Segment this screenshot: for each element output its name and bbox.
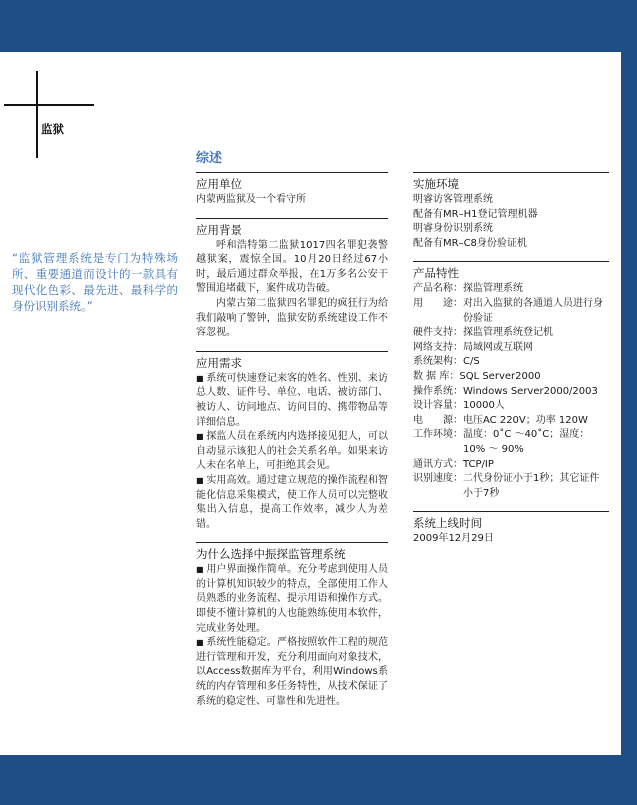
spec-value: 局域网或互联网 (463, 341, 533, 353)
spec-label: 设计容量： (413, 400, 463, 412)
launch-block (413, 511, 609, 547)
features-block (413, 261, 609, 501)
why-choose-item: ■ 系统性能稳定。严格按照软件工程的规范进行管理和开发，充分利用面向对象技术，以Access数据库为平台，利用Windows系统的内存管理和多任务特性，从技术保证了系统的稳定性、可靠性和先进性。 (196, 636, 388, 709)
spec-row (413, 399, 609, 414)
spec-label: 用 途： (413, 297, 463, 309)
pull-quote: “监狱管理系统是专门为特殊场所、重要通道而设计的一款具有现代化色彩、最先进、最科学的身份识别系统。” (12, 251, 178, 313)
why-choose-item: ■ 用户界面操作简单。充分考虑到使用人员的计算机知识较少的特点，全部使用工作人员熟悉的业务流程、提示用语和操作方式。即使不懂计算机的人也能熟练使用本软件，完成业务处理。 (196, 563, 388, 636)
spec-label: 识别速度： (413, 473, 463, 485)
spec-row (413, 341, 609, 356)
requirement-item: ■ 探监人员在系统内内选择接见犯人，可以自动显示该犯人的社会关系名单。如果来访人未在名单上，可拒绝其会见。 (196, 430, 388, 474)
spec-value: C/S (463, 356, 480, 368)
overview-title: 综述 (196, 151, 223, 166)
spec-label: 电 源： (413, 414, 463, 426)
spec-row (413, 355, 609, 370)
requirements-block (196, 351, 388, 533)
spec-row (413, 297, 609, 326)
background-paragraph: 内蒙古第二监狱四名罪犯的疯狂行为给我们敲响了警钟，监狱安防系统建设工作不容忽视。 (196, 297, 388, 339)
spec-label: 网络支持： (413, 341, 463, 353)
application-unit-block (196, 172, 388, 208)
spec-label: 数 据 库： (413, 370, 460, 382)
requirement-item: ■ 实用高效。通过建立规范的操作流程和智能化信息采集模式，使工作人员可以完整收集出入信息，提高工作效率，减少人为差错。 (196, 474, 388, 532)
environment-line: 明睿访客管理系统 (413, 194, 493, 205)
environment-line: 配备有MR–C8身份验证机 (413, 237, 527, 249)
spec-value: TCP/IP (463, 458, 494, 470)
background-paragraph: 呼和浩特第二监狱1017四名罪犯袭警越狱案，震惊全国。10月20日经过67小时，最后通过群众举报，在1万多名公安干警围追堵截下，案件成功告破。 (196, 239, 388, 295)
right-column (413, 172, 609, 557)
environment-line: 明睿身份识别系统 (413, 223, 493, 235)
background-title: 应用背景 (196, 222, 242, 237)
spec-value: Windows Server2000/2003 (463, 385, 598, 397)
background-block (196, 218, 388, 341)
spec-value: 对出入监狱的各通道人员进行身份验证 (463, 297, 603, 324)
application-unit-title: 应用单位 (196, 177, 242, 191)
requirements-title: 应用需求 (196, 355, 242, 370)
spec-row (413, 282, 609, 297)
spec-row (413, 385, 609, 400)
features-title: 产品特性 (413, 266, 459, 281)
spec-value: 温度：0˚C ～40˚C；湿度：10% ～ 90% (463, 429, 590, 455)
why-choose-title: 为什么选择中振探监管理系统 (196, 547, 346, 562)
spec-value: 电压AC 220V；功率 120W (463, 414, 588, 426)
crop-mark-horizontal (4, 104, 94, 106)
spec-row (413, 326, 609, 341)
spec-row (413, 458, 609, 473)
spec-row (413, 370, 609, 385)
requirement-item: ■ 系统可快速登记来客的姓名、性别、来访总人数、证件号、单位、电话、被访部门、被访人、访问地点、访问目的、携带物品等详细信息。 (196, 372, 388, 430)
spec-label: 工作环境： (413, 429, 463, 441)
spec-row (413, 428, 609, 457)
spec-row (413, 472, 609, 501)
crop-mark-vertical (36, 71, 38, 158)
spec-value: 探监管理系统登记机 (463, 327, 553, 339)
application-unit-text: 内蒙两监狱及一个看守所 (196, 194, 306, 205)
spec-row (413, 414, 609, 429)
why-choose-block (196, 542, 388, 709)
spec-label: 产品名称： (413, 283, 463, 295)
environment-line: 配备有MR–H1登记管理机器 (413, 208, 538, 220)
spec-value: 探监管理系统 (463, 283, 523, 295)
environment-block (413, 172, 609, 251)
spec-label: 硬件支持： (413, 327, 463, 339)
section-tag: 监狱 (41, 122, 64, 136)
spec-label: 系统架构： (413, 356, 463, 368)
spec-label: 操作系统： (413, 385, 463, 397)
spec-value: 二代身份证小于1秒；其它证件小于7秒 (463, 473, 600, 499)
spec-value: SQL Server2000 (459, 370, 541, 382)
launch-title: 系统上线时间 (413, 516, 482, 531)
spec-value: 10000人 (463, 400, 505, 412)
launch-date: 2009年12月29日 (413, 533, 494, 545)
left-column (196, 172, 388, 719)
environment-title: 实施环境 (413, 177, 459, 191)
spec-label: 通讯方式： (413, 458, 463, 470)
